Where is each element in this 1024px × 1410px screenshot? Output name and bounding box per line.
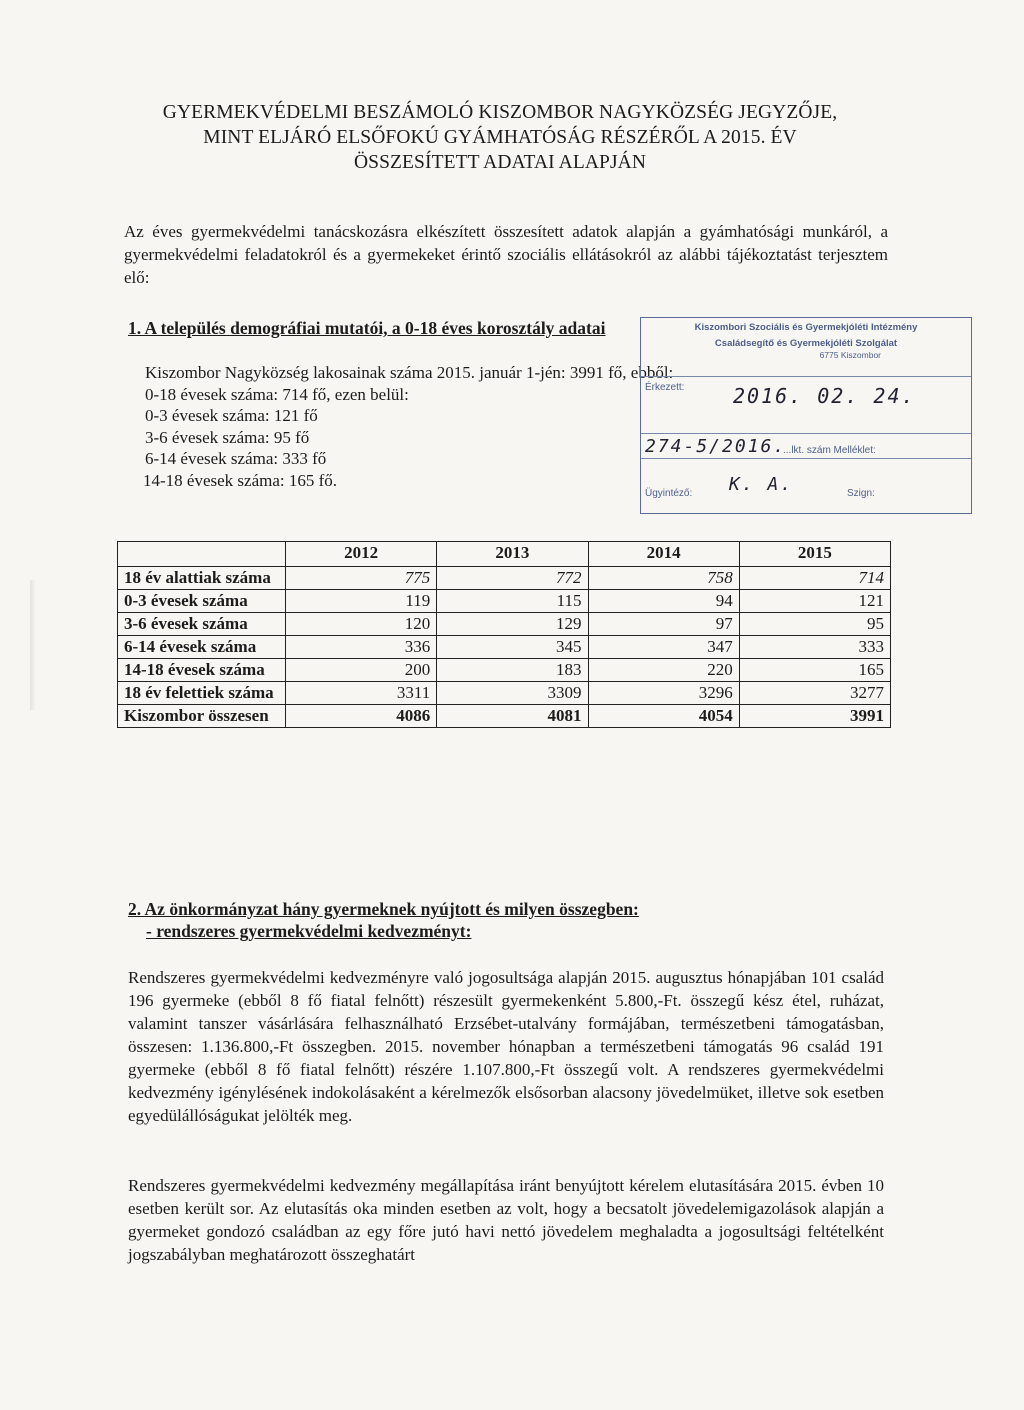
table-header-year: 2012 [286,542,437,567]
table-cell: 119 [286,590,437,613]
table-cell: 4081 [437,705,588,728]
table-cell: 347 [588,636,739,659]
table-cell: 3309 [437,682,588,705]
table-cell: 165 [739,659,890,682]
demographics-line: 6-14 évesek száma: 333 fő [145,449,327,468]
stamp-handler-value: K. A. [729,474,794,495]
demographics-line: 14-18 évesek száma: 165 fő. [143,470,338,490]
title-line-3: ÖSSZESÍTETT ADATAI ALAPJÁN [353,152,647,173]
table-row [118,659,891,682]
stamp-header-2: Családsegítő és Gyermekjóléti Szolgálat [714,338,898,349]
table-cell: 220 [588,659,739,682]
table-cell: 120 [286,613,437,636]
table-row [118,705,891,728]
table-cell: 4086 [286,705,437,728]
received-stamp [640,317,972,514]
table-cell: 121 [739,590,890,613]
table-cell: 200 [286,659,437,682]
demographics-line: 3-6 évesek száma: 95 fő [145,427,310,447]
table-cell: 115 [437,590,588,613]
table-cell: 3277 [739,682,890,705]
table-row [118,590,891,613]
title-line-2: MINT ELJÁRÓ ELSŐFOKÚ GYÁMHATÓSÁG RÉSZÉRŐL A 2015. ÉV [203,127,797,148]
section-1-heading: 1. A település demográfiai mutatói, a 0-18 éves korosztály adatai [128,318,606,338]
stamp-divider [641,458,971,459]
paragraph-rejection: Rendszeres gyermekvédelmi kedvezmény megállapítása iránt benyújtott kérelem elutasítására 2015. évben 10 esetben került sor. Az elutasítás oka minden esetben az volt, hogy a becsatolt jövedelemigazolások alapján a gyermeket gondozó családban az egy főre jutó havi nettó jövedelem meghaladta a jogosultsági feltételként jogszabályban meghatározott összeghatárt [128,1176,884,1264]
table-row [118,636,891,659]
document-title [100,100,900,175]
table-cell: 3296 [588,682,739,705]
row-label: 3-6 évesek száma [118,613,286,636]
row-label: 14-18 évesek száma [118,659,286,682]
table-cell: 3311 [286,682,437,705]
table-cell: 3991 [739,705,890,728]
stamp-number-value: 274-5/2016. [645,436,787,457]
stamp-divider [641,376,971,377]
row-label: 18 év alattiak száma [118,567,286,590]
row-label: 6-14 évesek száma [118,636,286,659]
population-table [117,541,891,728]
stamp-divider [641,433,971,434]
table-header-year: 2013 [437,542,588,567]
row-label: Kiszombor összesen [118,705,286,728]
intro-paragraph: Az éves gyermekvédelmi tanácskozásra elkészített összesített adatok alapján a gyámhatósági munkáról, a gyermekvédelmi feladatokról és a gyermekeket érintő szociális ellátásokról az alábbi tájékoztatást terjesztem elő: [124,222,888,287]
table-cell: 97 [588,613,739,636]
table-cell: 94 [588,590,739,613]
section-2-heading-line-2: - rendszeres gyermekvédelmi kedvezményt: [146,921,472,941]
table-row [118,613,891,636]
table-cell: 758 [588,567,739,590]
table-row [118,682,891,705]
table-cell: 714 [739,567,890,590]
demographics-list [145,362,673,491]
stamp-received-label: Érkezett: [645,382,685,393]
table-cell: 336 [286,636,437,659]
table-header-row [118,542,891,567]
demographics-line: 0-18 évesek száma: 714 fő, ezen belül: [145,384,409,404]
table-cell: 129 [437,613,588,636]
stamp-header-1: Kiszombori Szociális és Gyermekjóléti Intézmény [694,322,918,333]
section-2-heading-line-1: 2. Az önkormányzat hány gyermeknek nyújtott és milyen összegben: [128,899,639,919]
row-label: 18 év felettiek száma [118,682,286,705]
table-cell: 4054 [588,705,739,728]
table-cell: 95 [739,613,890,636]
table-header-year: 2015 [739,542,890,567]
demographics-line: 0-3 évesek száma: 121 fő [145,406,318,425]
demographics-line: Kiszombor Nagyközség lakosainak száma 2015. január 1-jén: 3991 fő, ebből: [145,363,674,382]
section-2-heading [128,898,639,942]
stamp-sign-label: Szign: [847,488,875,499]
table-cell: 772 [437,567,588,590]
table-cell: 345 [437,636,588,659]
table-row [118,567,891,590]
table-cell: 775 [286,567,437,590]
table-header-empty [118,542,286,567]
table-header-year: 2014 [588,542,739,567]
table-cell: 333 [739,636,890,659]
stamp-received-value: 2016. 02. 24. [733,384,916,408]
title-line-1: GYERMEKVÉDELMI BESZÁMOLÓ KISZOMBOR NAGYKÖZSÉG JEGYZŐJE, [162,102,838,123]
row-label: 0-3 évesek száma [118,590,286,613]
table-cell: 183 [437,659,588,682]
paragraph-benefit: Rendszeres gyermekvédelmi kedvezményre való jogosultsága alapján 2015. augusztus hónapjában 101 család 196 gyermeke (ebből 8 fő fiatal felnőtt) részesült gyermekenként 5.800,-Ft. összegű kész étel, ruházat, valamint tanszer vásárlására felhasználható Erzsébet-utalvány formájában, természetbeni támogatásban, összesen: 1.136.800,-Ft összegben. 2015. november hónapban a természetbeni támogatás 96 család 191 gyermeke (ebből 8 fő fiatal felnőtt) részére 1.107.800,-Ft összegű volt. A rendszeres gyermekvédelmi kedvezmény igénylésének indokolásaként a kérelmezők elsősorban alacsony jövedelmüket, illetve sok esetben egyedülállóságukat jelölték meg. [128,968,884,1125]
stamp-city: 6775 Kiszombor [819,350,881,360]
stamp-attachment-label: ...lkt. szám Melléklet: [783,445,876,456]
stamp-handler-label: Ügyintéző: [645,488,693,499]
scan-edge-shadow [30,580,36,710]
